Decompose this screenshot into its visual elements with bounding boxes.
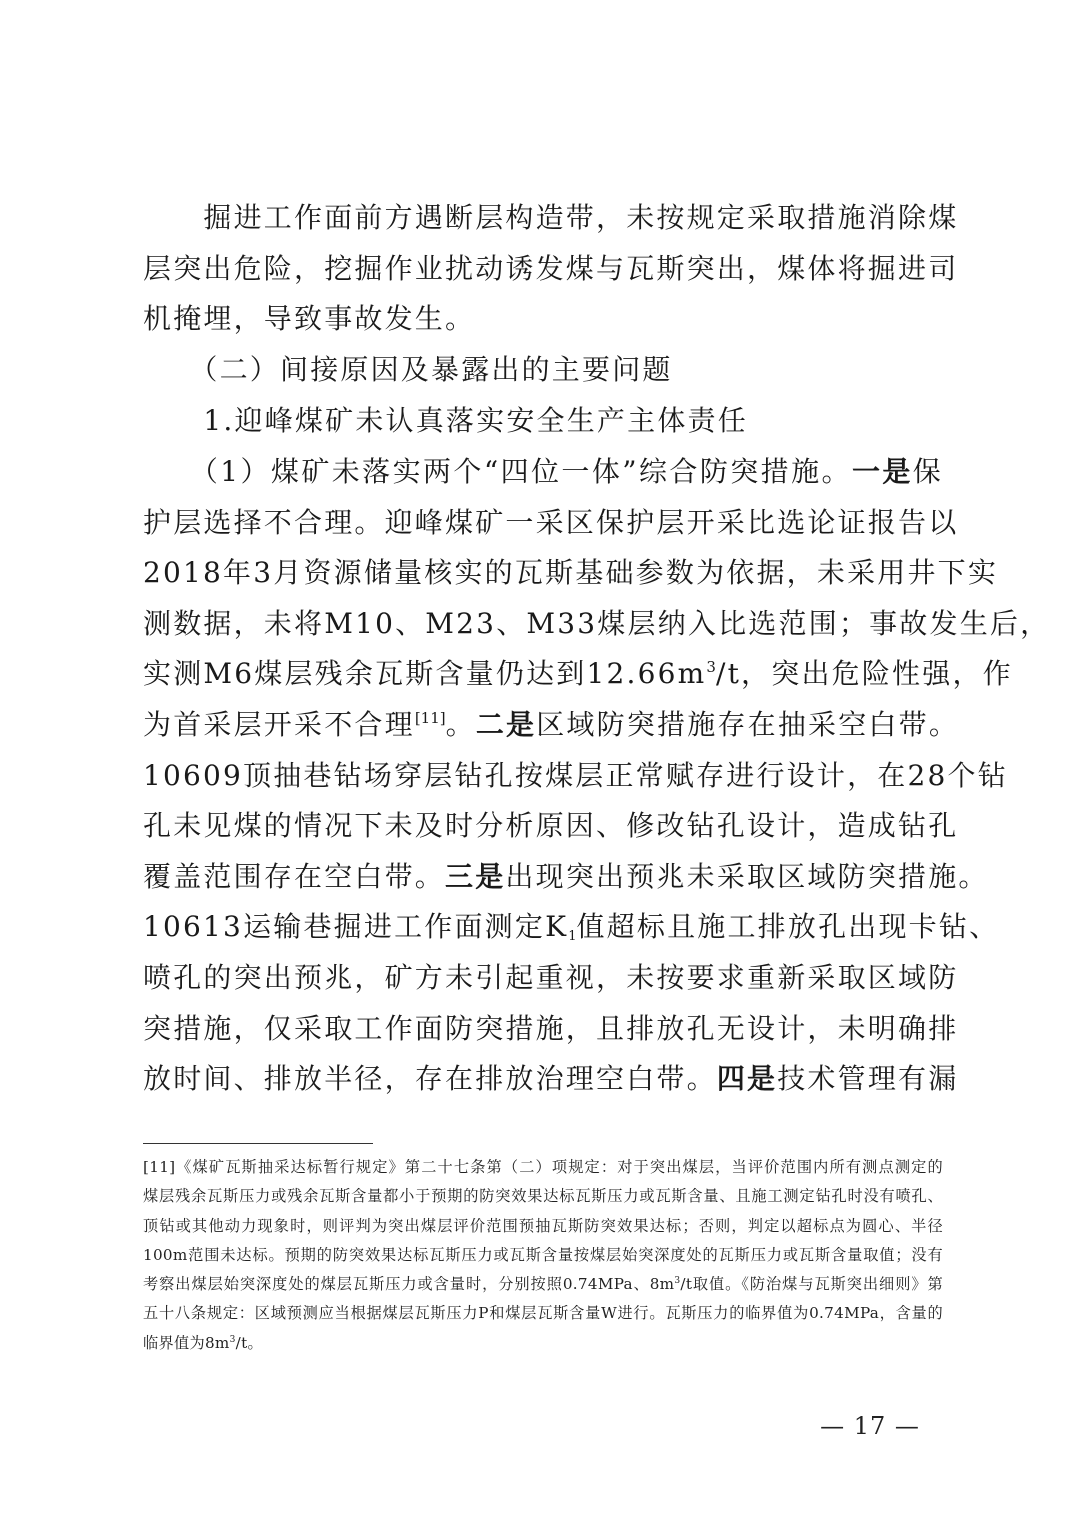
superscript: 3 (229, 1334, 236, 1345)
text-line: （1）煤矿未落实两个“四位一体”综合防突措施。一是保 (143, 455, 943, 488)
text-line: 放时间、排放半径，存在排放治理空白带。四是技术管理有漏 (143, 1062, 959, 1096)
footnote-line: 顶钻或其他动力现象时，则评判为突出煤层评价范围预抽瓦斯防突效果达标；否则，判定以超标点为圆心、半径 (143, 1216, 943, 1235)
emphasis-first: 一是 (851, 455, 913, 488)
text-line: 实测M6煤层残余瓦斯含量仍达到$12.66m^3/t$，突出危险性强，作 (143, 657, 1013, 691)
emphasis-second: 二是 (475, 707, 537, 741)
footnote-line: 考察出煤层始突深度处的煤层瓦斯压力或含量时，分别按照0.74MPa、8m$^3$/t取值。《防治煤与瓦斯突出细则》第 (143, 1275, 943, 1294)
text-line: 覆盖范围存在空白带。三是出现突出预兆未采取区域防突措施。 (143, 859, 989, 893)
superscript: 3 (674, 1276, 681, 1287)
text-line: 掘进工作面前方遇断层构造带，未按规定采取措施消除煤 (143, 201, 959, 234)
section-heading (143, 345, 943, 396)
footnote-line: 煤层残余瓦斯压力或残余瓦斯含量都小于预期的防突效果达标瓦斯压力或瓦斯含量、且施工测定钻孔时没有喷孔、 (143, 1187, 943, 1206)
emphasis-fourth: 四是 (716, 1062, 778, 1096)
paragraph-item-1 (143, 447, 1051, 1105)
section-heading-text: （二）间接原因及暴露出的主要问题 (143, 353, 673, 386)
text-line: 10613运输巷掘进工作面测定$K_1$值超标且施工排放孔出现卡钻、 (143, 910, 1000, 945)
footnote-line: 临界值为8m$^3$/t。 (143, 1333, 263, 1352)
text-line: 为首采层开采不合理[11]。二是区域防突措施存在抽采空白带。 (143, 707, 960, 741)
text-line: 喷孔的突出预兆，矿方未引起重视，未按要求重新采取区域防 (143, 960, 959, 994)
text-line: 机掩埋，导致事故发生。 (143, 302, 476, 336)
footnote-divider (143, 1143, 373, 1144)
text-line: 层突出危险，挖掘作业扰动诱发煤与瓦斯突出，煤体将掘进司 (143, 251, 959, 285)
footnote-line: 五十八条规定：区域预测应当根据煤层瓦斯压力P和煤层瓦斯含量W进行。瓦斯压力的临界值为0.74MPa，含量的 (143, 1304, 943, 1323)
text-line: 孔未见煤的情况下未及时分析原因、修改钻孔设计，造成钻孔 (143, 809, 959, 843)
page-number: — 17 — (820, 1412, 920, 1440)
paragraph-intro (143, 193, 959, 345)
superscript: 3 (706, 658, 716, 677)
subscript: 1 (568, 929, 577, 945)
footnote-ref: [11] (414, 708, 446, 727)
emphasis-third: 三是 (445, 859, 506, 893)
subheading-text: 1.迎峰煤矿未认真落实安全生产主体责任 (143, 404, 748, 437)
footnote-line: 100m范围未达标。预期的防突效果达标瓦斯压力或瓦斯含量按煤层始突深度处的瓦斯压力或瓦斯含量取值；没有 (143, 1245, 943, 1264)
footnote-line: [11]《煤矿瓦斯抽采达标暂行规定》第二十七条第（二）项规定：对于突出煤层，当评价范围内所有测点测定的 (143, 1158, 943, 1176)
text-line: 突措施，仅采取工作面防突措施，且排放孔无设计，未明确排 (143, 1011, 959, 1045)
subheading (143, 396, 943, 447)
text-line: 护层选择不合理。迎峰煤矿一采区保护层开采比选论证报告以 (143, 505, 959, 539)
text-line: 2018年3月资源储量核实的瓦斯基础参数为依据，未采用井下实 (143, 556, 999, 590)
text-line: 测数据，未将M10、M23、M33煤层纳入比选范围；事故发生后， (143, 606, 1051, 640)
text-line: 10609顶抽巷钻场穿层钻孔按煤层正常赋存进行设计，在28个钻 (143, 758, 1008, 792)
footnote (143, 1153, 943, 1358)
